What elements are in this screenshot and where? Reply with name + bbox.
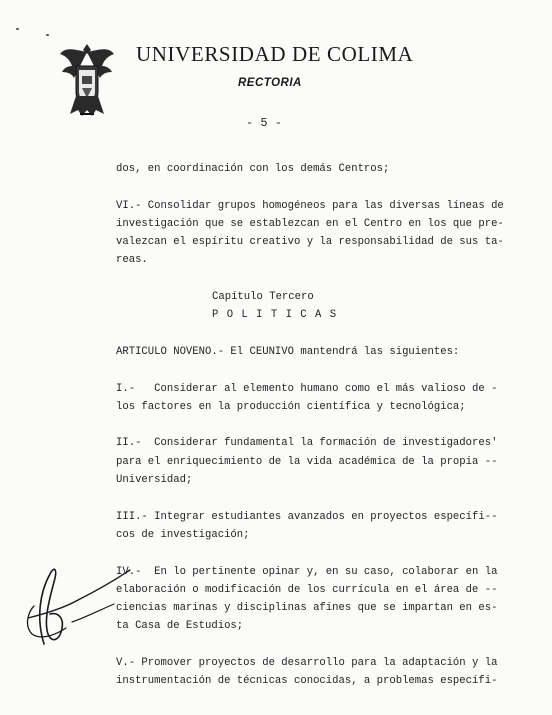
university-name: UNIVERSIDAD DE COLIMA: [136, 42, 414, 66]
chapter-title: P O L I T I C A S: [212, 309, 338, 322]
university-crest-icon: [58, 40, 116, 120]
body-line: valezcan el espíritu creativo y la responsabilidad de sus ta-: [116, 236, 504, 249]
body-line: Universidad;: [116, 474, 193, 487]
handwritten-signature: [14, 548, 134, 658]
body-line: V.- Promover proyectos de desarrollo para la adaptación y la: [116, 657, 498, 670]
document-body: [116, 160, 508, 691]
body-line: ciencias marinas y disciplinas afines que se impartan en es-: [116, 602, 498, 615]
body-line: II.- Considerar fundamental la formación de investigadores': [116, 437, 498, 450]
office-name: RECTORIA: [238, 77, 302, 89]
blank-line: [116, 270, 508, 288]
body-line: instrumentación de técnicas conocidas, a problemas específi-: [116, 675, 498, 688]
body-line: cos de investigación;: [116, 528, 250, 541]
body-line: I.- Considerar al elemento humano como el más valioso de -: [116, 382, 498, 395]
body-line: elaboración o modificación de los currícula en el área de --: [116, 583, 498, 596]
blank-line: [116, 489, 508, 507]
article-heading: ARTICULO NOVENO.- El CEUNIVO mantendrá las siguientes:: [116, 345, 460, 358]
body-line: IV.- En lo pertinente opinar y, en su caso, colaborar en la: [116, 565, 498, 578]
body-line: investigación que se establezcan en el Centro en los que pre-: [116, 217, 504, 230]
body-line: dos, en coordinación con los demás Centros;: [116, 163, 390, 175]
page-number: - 5 -: [246, 116, 283, 130]
scan-speck: [16, 28, 19, 30]
body-line: VI.- Consolidar grupos homogéneos para las diversas líneas de: [116, 199, 504, 212]
blank-line: [116, 636, 508, 654]
body-line: reas.: [116, 254, 148, 267]
scan-speck: [46, 34, 49, 36]
blank-line: [116, 544, 508, 562]
blank-line: [116, 178, 508, 196]
blank-line: [116, 325, 508, 343]
body-line: ta Casa de Estudios;: [116, 620, 244, 633]
blank-line: [116, 416, 508, 434]
body-line: los factores en la producción científica y tecnológica;: [116, 400, 466, 413]
blank-line: [116, 361, 508, 379]
chapter-heading: Capítulo Tercero: [212, 291, 314, 304]
body-line: III.- Integrar estudiantes avanzados en proyectos específi--: [116, 510, 498, 523]
body-line: para el enriquecimiento de la vida académica de la propia --: [116, 455, 498, 468]
